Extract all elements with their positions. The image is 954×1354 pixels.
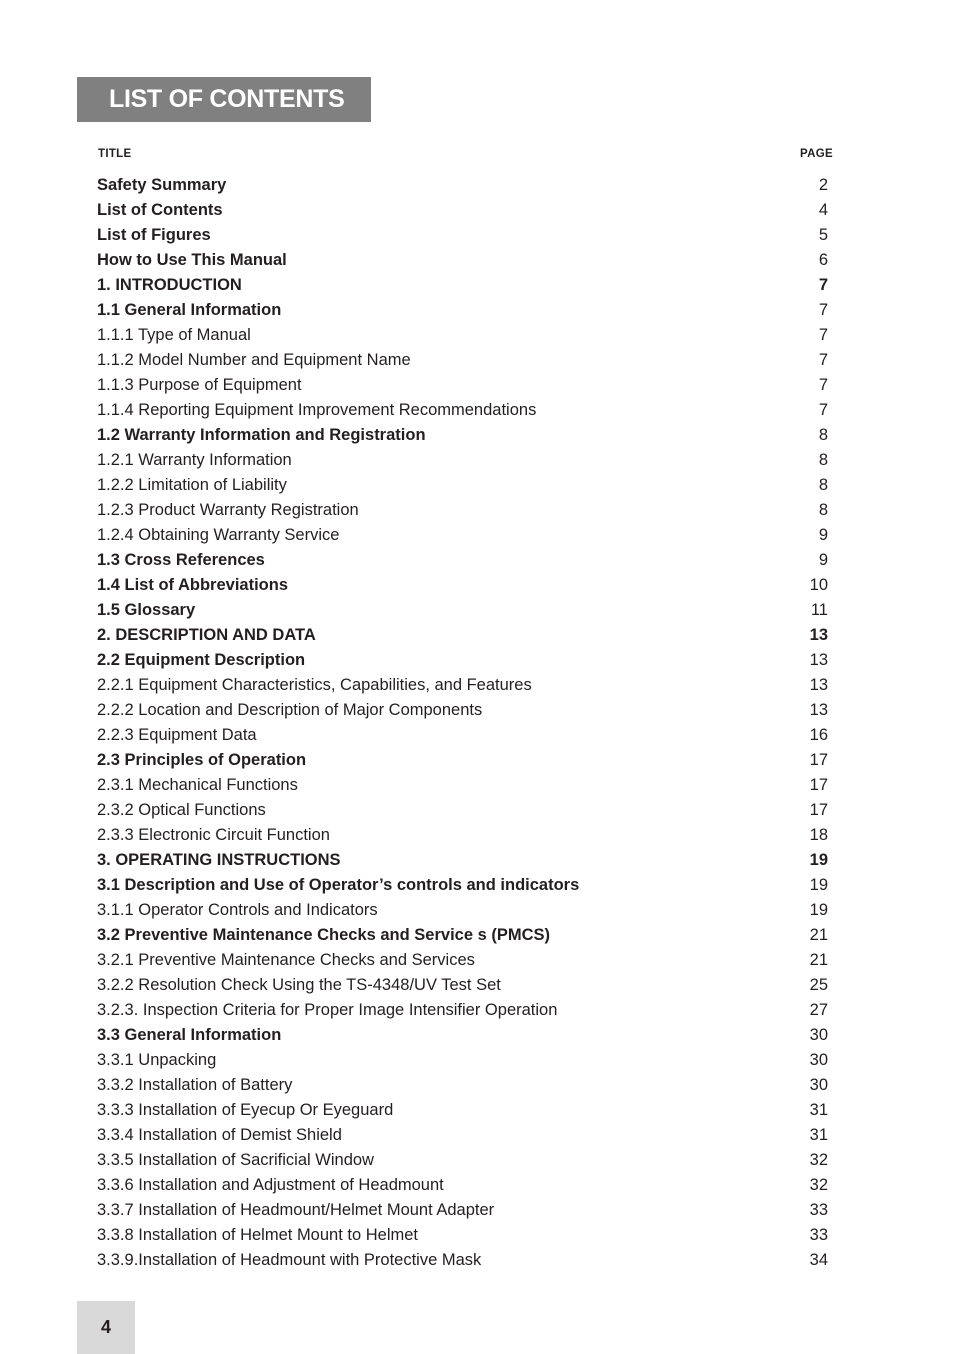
toc-entry-title: 3.1 Description and Use of Operator’s controls and indicators — [97, 876, 580, 894]
toc-entry — [97, 448, 828, 473]
toc-entry — [97, 223, 828, 248]
toc-entry-page: 32 — [809, 1176, 828, 1194]
toc-entry-page: 13 — [809, 626, 828, 644]
toc-entry — [97, 573, 828, 598]
toc-entry — [97, 1073, 828, 1098]
toc-entry-title: 3.3.1 Unpacking — [97, 1051, 217, 1069]
toc-entry — [97, 648, 828, 673]
toc-entry-page: 30 — [809, 1051, 828, 1069]
page-column-header: PAGE — [800, 148, 833, 160]
toc-entry-title: 3.2.2 Resolution Check Using the TS-4348/UV Test Set — [97, 976, 501, 994]
toc-entry — [97, 973, 828, 998]
toc-entry-page: 8 — [818, 476, 828, 494]
toc-entry-title: 2.3.2 Optical Functions — [97, 801, 266, 819]
toc-entry-title: 1.2.2 Limitation of Liability — [97, 476, 287, 494]
toc-entry — [97, 798, 828, 823]
toc-entry-page: 17 — [809, 801, 828, 819]
toc-entry — [97, 1173, 828, 1198]
toc-entry — [97, 548, 828, 573]
toc-entry — [97, 898, 828, 923]
toc-entry-page: 19 — [809, 876, 828, 894]
toc-entry-page: 27 — [809, 1001, 828, 1019]
toc-entry-title: 2.2.2 Location and Description of Major Components — [97, 701, 483, 719]
toc-entry-page: 25 — [809, 976, 828, 994]
toc-entry — [97, 948, 828, 973]
toc-entry — [97, 298, 828, 323]
toc-entry — [97, 823, 828, 848]
toc-entry-page: 11 — [810, 601, 828, 619]
toc-entry-title: 2. DESCRIPTION AND DATA — [97, 626, 316, 644]
toc-entry-title: 3.3.7 Installation of Headmount/Helmet Mount Adapter — [97, 1201, 495, 1219]
toc-entry-title: 2.3 Principles of Operation — [97, 751, 307, 769]
toc-entry-page: 30 — [809, 1076, 828, 1094]
toc-entry-title: 1.1.4 Reporting Equipment Improvement Recommendations — [97, 401, 537, 419]
toc-entry-page: 19 — [809, 901, 828, 919]
toc-entry-title: 1.2.4 Obtaining Warranty Service — [97, 526, 340, 544]
toc-entry-title: 1.2 Warranty Information and Registration — [97, 426, 426, 444]
toc-entry-page: 13 — [809, 701, 828, 719]
toc-entry — [97, 173, 828, 198]
toc-entry-page: 7 — [818, 301, 828, 319]
toc-entry — [97, 698, 828, 723]
toc-entry-title: 2.3.1 Mechanical Functions — [97, 776, 298, 794]
toc-entry-title: 1.3 Cross References — [97, 551, 265, 569]
toc-entry — [97, 1123, 828, 1148]
toc-entry-page: 33 — [809, 1201, 828, 1219]
toc-entry — [97, 273, 828, 298]
toc-entry-page: 8 — [818, 451, 828, 469]
toc-entry — [97, 473, 828, 498]
toc-entry-title: 3.3.2 Installation of Battery — [97, 1076, 293, 1094]
toc-entry-page: 6 — [818, 251, 828, 269]
toc-entry-page: 9 — [818, 526, 828, 544]
toc-entry — [97, 373, 828, 398]
toc-entry-page: 8 — [818, 501, 828, 519]
toc-entry-page: 17 — [809, 751, 828, 769]
toc-entry — [97, 498, 828, 523]
toc-entry-title: 3.2.1 Preventive Maintenance Checks and Services — [97, 951, 475, 969]
toc-entry — [97, 848, 828, 873]
toc-entry-title: 3.2.3. Inspection Criteria for Proper Image Intensifier Operation — [97, 1001, 558, 1019]
toc-entry-page: 33 — [809, 1226, 828, 1244]
toc-entry-page: 7 — [818, 376, 828, 394]
toc-entry — [97, 773, 828, 798]
toc-entry — [97, 923, 828, 948]
toc-entry-title: How to Use This Manual — [97, 251, 287, 269]
toc-entry — [97, 523, 828, 548]
toc-entry-title: 1.1.2 Model Number and Equipment Name — [97, 351, 411, 369]
toc-entry-title: 1.1.1 Type of Manual — [97, 326, 251, 344]
toc-entry-title: 3. OPERATING INSTRUCTIONS — [97, 851, 341, 869]
toc-entry-title: 1.1.3 Purpose of Equipment — [97, 376, 302, 394]
toc-entry-page: 34 — [809, 1251, 828, 1269]
toc-entry-title: 2.3.3 Electronic Circuit Function — [97, 826, 330, 844]
toc-entry-page: 30 — [809, 1026, 828, 1044]
toc-entry-title: 1.1 General Information — [97, 301, 282, 319]
toc-entry — [97, 248, 828, 273]
toc-entry-page: 7 — [818, 276, 828, 294]
toc-entry-page: 7 — [818, 326, 828, 344]
table-of-contents — [97, 173, 828, 1273]
toc-entry-title: 3.3.6 Installation and Adjustment of Headmount — [97, 1176, 444, 1194]
toc-entry-title: 3.3.9.Installation of Headmount with Protective Mask — [97, 1251, 482, 1269]
toc-entry — [97, 723, 828, 748]
toc-entry-page: 21 — [809, 926, 828, 944]
toc-entry-title: 3.3 General Information — [97, 1026, 282, 1044]
toc-entry-page: 13 — [809, 676, 828, 694]
toc-entry — [97, 1248, 828, 1273]
toc-entry-title: 3.3.3 Installation of Eyecup Or Eyeguard — [97, 1101, 394, 1119]
toc-entry-title: 3.3.8 Installation of Helmet Mount to Helmet — [97, 1226, 418, 1244]
toc-entry-page: 18 — [809, 826, 828, 844]
toc-entry-title: List of Contents — [97, 201, 223, 219]
toc-entry — [97, 673, 828, 698]
toc-entry-page: 7 — [818, 351, 828, 369]
toc-entry-page: 31 — [809, 1126, 828, 1144]
toc-entry-page: 19 — [809, 851, 828, 869]
toc-entry-title: 1.4 List of Abbreviations — [97, 576, 289, 594]
toc-entry — [97, 1098, 828, 1123]
page-title: LIST OF CONTENTS — [77, 77, 371, 122]
toc-entry — [97, 873, 828, 898]
toc-entry-page: 7 — [818, 401, 828, 419]
toc-entry-title: 2.2.3 Equipment Data — [97, 726, 257, 744]
toc-entry-title: 2.2 Equipment Description — [97, 651, 306, 669]
toc-entry-page: 2 — [818, 176, 828, 194]
toc-entry — [97, 348, 828, 373]
toc-entry-page: 21 — [809, 951, 828, 969]
toc-entry — [97, 1048, 828, 1073]
toc-entry-page: 9 — [818, 551, 828, 569]
toc-entry — [97, 998, 828, 1023]
toc-entry — [97, 623, 828, 648]
toc-entry — [97, 423, 828, 448]
toc-entry-title: 3.3.4 Installation of Demist Shield — [97, 1126, 342, 1144]
toc-entry-title: List of Figures — [97, 226, 211, 244]
toc-entry-page: 8 — [818, 426, 828, 444]
toc-entry-title: 3.3.5 Installation of Sacrificial Window — [97, 1151, 374, 1169]
toc-entry-title: 1. INTRODUCTION — [97, 276, 242, 294]
toc-entry-title: 2.2.1 Equipment Characteristics, Capabilities, and Features — [97, 676, 532, 694]
toc-entry — [97, 198, 828, 223]
toc-entry-page: 32 — [809, 1151, 828, 1169]
toc-entry-page: 17 — [809, 776, 828, 794]
toc-entry-title: 3.1.1 Operator Controls and Indicators — [97, 901, 378, 919]
title-column-header: TITLE — [98, 148, 132, 160]
toc-entry-page: 5 — [818, 226, 828, 244]
toc-entry-page: 16 — [809, 726, 828, 744]
toc-entry — [97, 598, 828, 623]
toc-entry-page: 4 — [818, 201, 828, 219]
toc-entry-page: 10 — [809, 576, 828, 594]
toc-entry — [97, 1148, 828, 1173]
toc-entry — [97, 748, 828, 773]
toc-entry-page: 13 — [809, 651, 828, 669]
toc-entry — [97, 323, 828, 348]
toc-entry-page: 31 — [809, 1101, 828, 1119]
toc-entry-title: 1.5 Glossary — [97, 601, 196, 619]
page-number: 4 — [77, 1301, 135, 1354]
toc-entry-title: Safety Summary — [97, 176, 227, 194]
toc-entry-title: 1.2.1 Warranty Information — [97, 451, 292, 469]
toc-entry — [97, 398, 828, 423]
toc-entry — [97, 1198, 828, 1223]
toc-entry-title: 1.2.3 Product Warranty Registration — [97, 501, 359, 519]
toc-entry-title: 3.2 Preventive Maintenance Checks and Service s (PMCS) — [97, 926, 551, 944]
toc-entry — [97, 1023, 828, 1048]
toc-entry — [97, 1223, 828, 1248]
